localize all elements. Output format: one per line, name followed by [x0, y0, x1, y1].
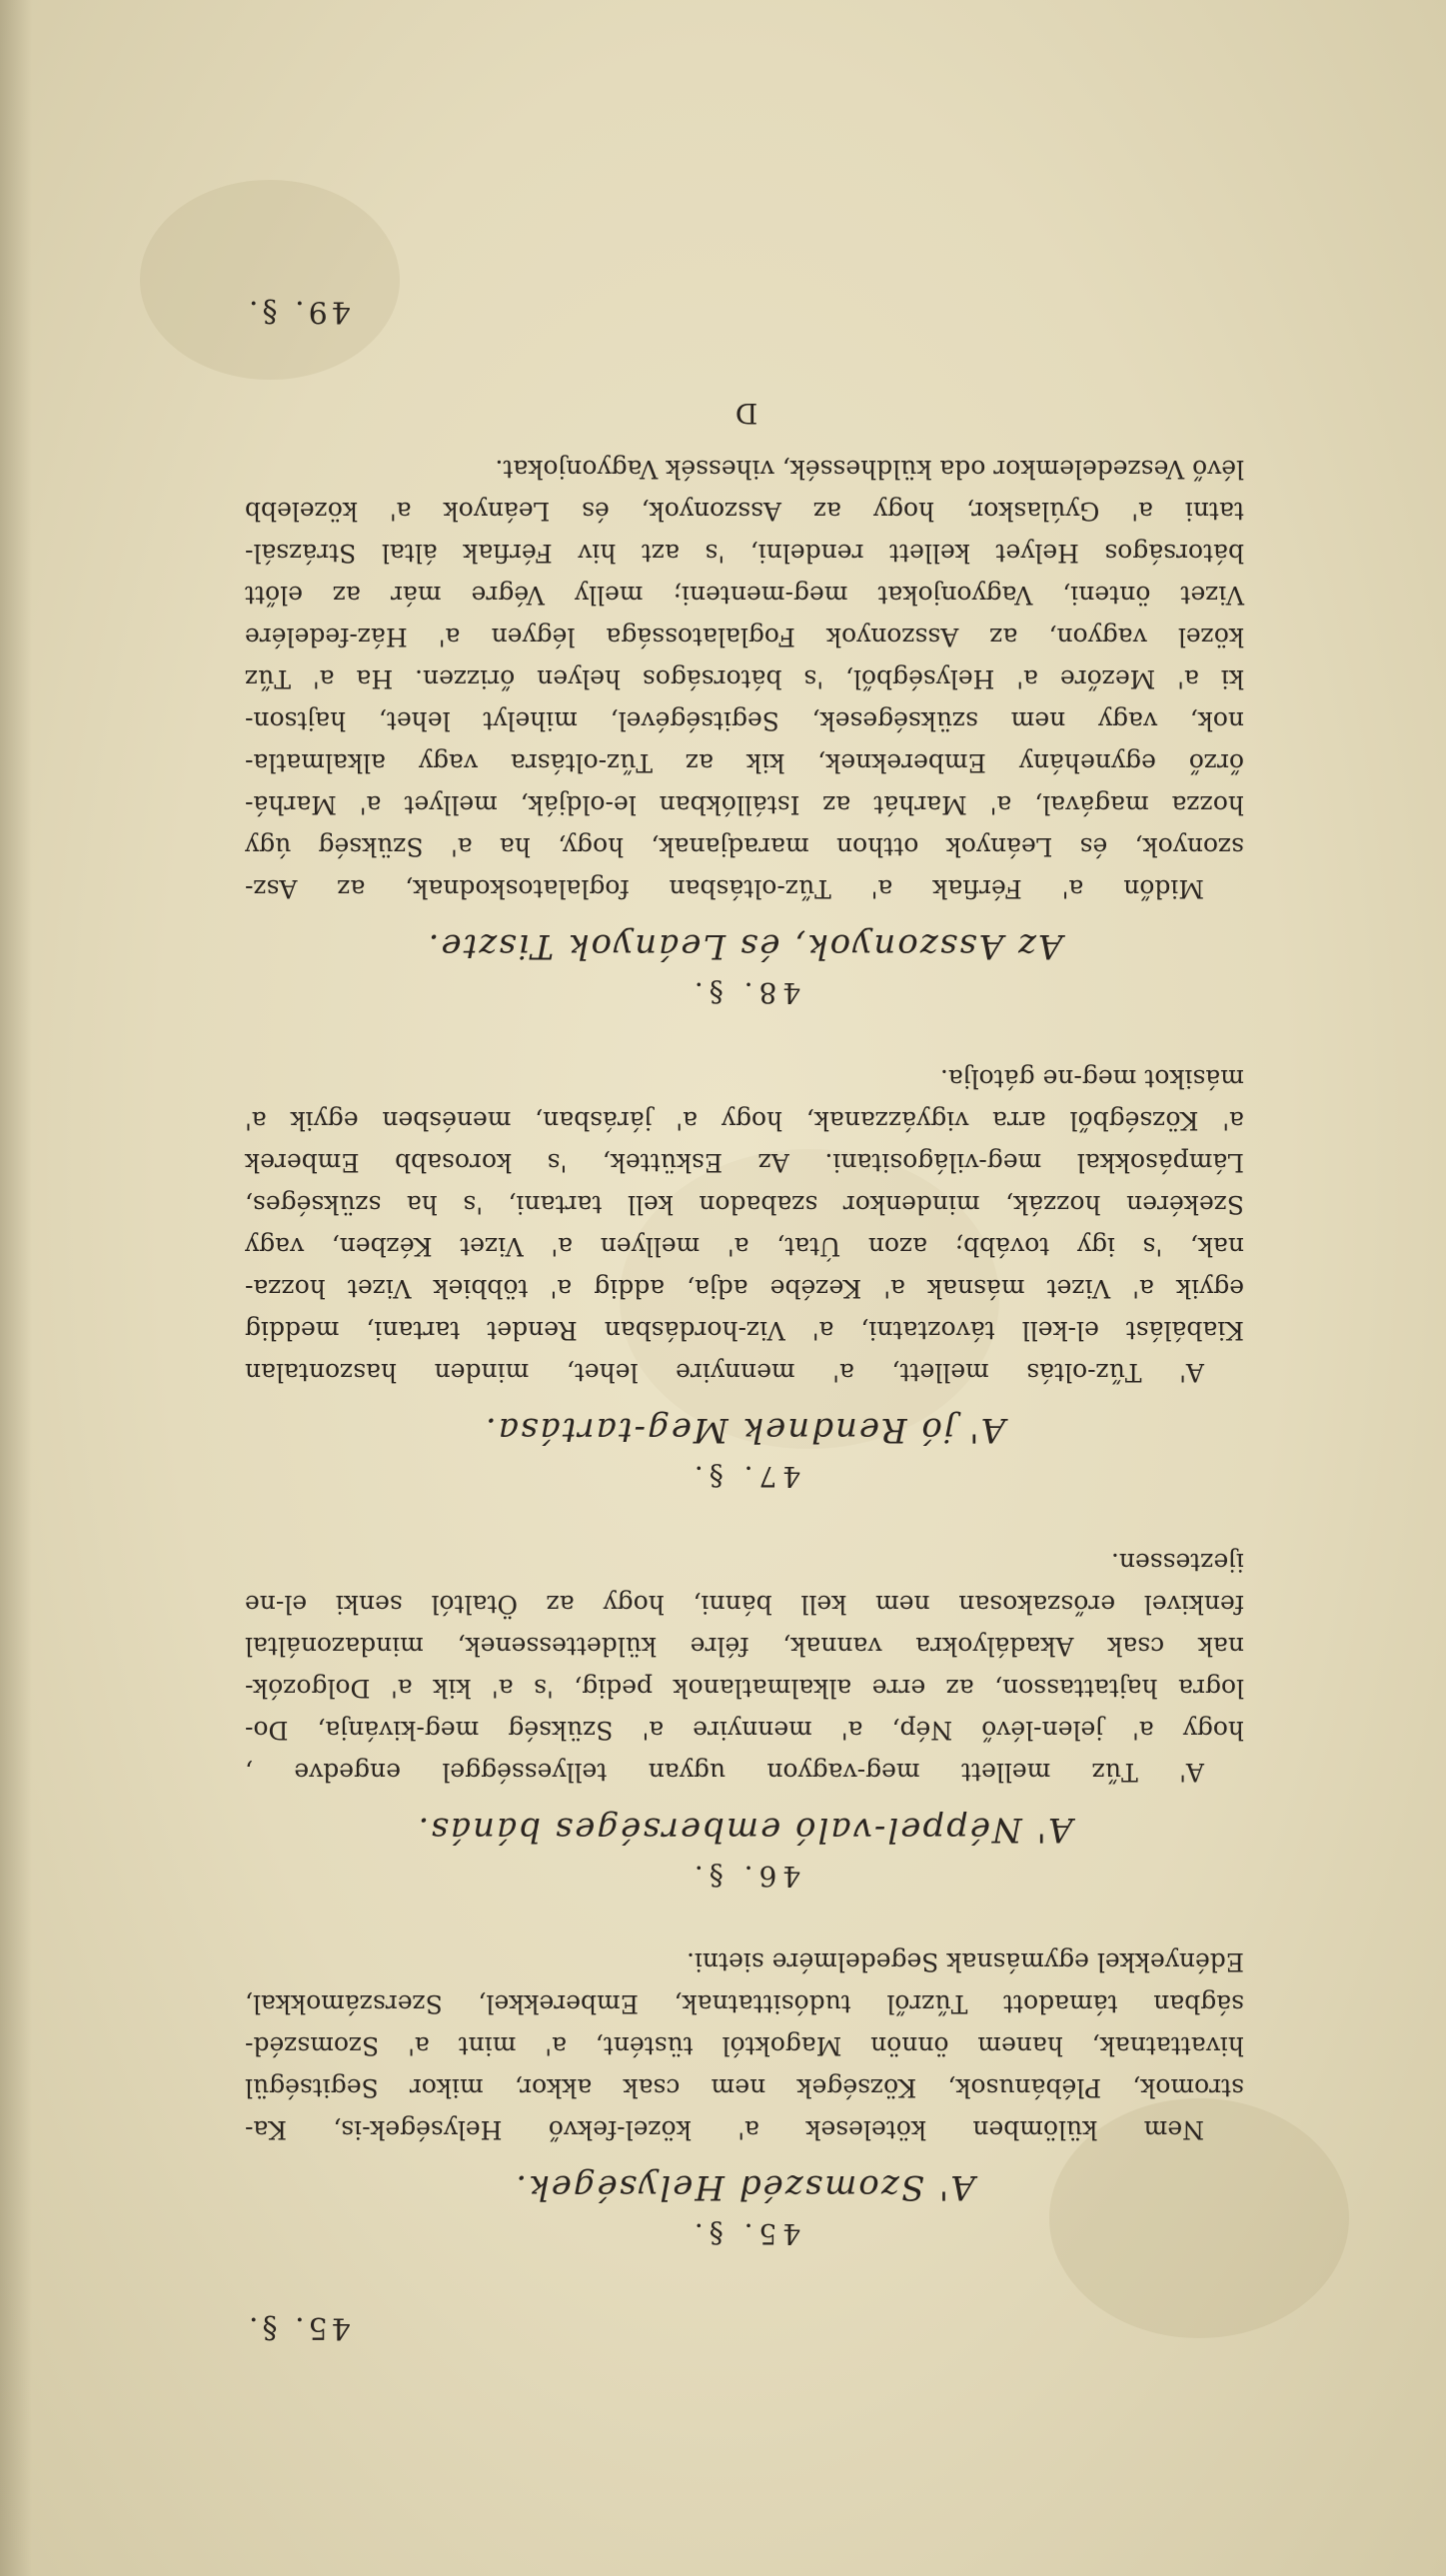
text-line: közel vagyon, az Asszonyok Foglalatossága légyen a' Ház-fedelére: [245, 623, 1244, 651]
signature-mark: D: [730, 397, 758, 430]
text-line: hozza magával, a' Marhát az Istállókban le-oldják, mellyet a' Marhá-: [245, 790, 1244, 819]
text-line: bátorságos Helyet kellett rendelni, 's azt hiv Férfiak által Strázsál-: [245, 539, 1244, 568]
section: [245, 448, 1244, 1013]
section-title: A' Szomszéd Helységek.: [514, 2167, 975, 2207]
text-line: Midőn a' Férfiak a' Tűz-oltásban foglalatoskodnak, az Asz-: [245, 874, 1204, 903]
text-line: tatni a' Gyúlaskor, hogy az Asszonyok, és Leányok a' közelebb: [245, 497, 1244, 526]
section-number: 47. §.: [688, 1460, 801, 1493]
text-line: Lámpásokkal meg-világositani. Az Esküttek, 's korosabb Emberek: [245, 1148, 1244, 1177]
text-line: szonyok, és Leányok otthon maradjanak, hogy, ha a' Szükség úgy: [245, 832, 1244, 861]
section: [245, 1940, 1244, 2254]
text-line: Edényekkel egymásnak Segedelmére sietni.: [687, 1947, 1244, 1976]
text-line: ki a' Mezőre a' Helységből, 's bátorságos helyen őrizzen. Ha a' Tűz: [245, 664, 1244, 693]
text-line: Kiabálást el-kell távoztatni, a' Viz-hordásban Rendet tartani, meddig: [245, 1316, 1244, 1345]
paragraph: [245, 1940, 1244, 2150]
text-line: hogy a' jelen-lévő Nép, a' mennyire a' Szükség meg-kivánja, Do-: [245, 1716, 1244, 1745]
paragraph: [245, 1541, 1244, 1793]
section-title: A' jó Rendnek Meg-tartása.: [483, 1410, 1006, 1450]
text-line: stromok, Plébánusok, Községek nem csak akkor, mikor Segitségül: [245, 2073, 1244, 2102]
catchwords: 49. §.: [245, 294, 351, 329]
text-line: ijeztessen.: [1110, 1548, 1244, 1577]
text-line: fenkivel erőszakosan nem kell bánni, hogy az Ötaltól senki el-ne: [245, 1590, 1244, 1619]
text-line: logra hajtattasson, az erre alkalmatlanok pedig, 's a' kik a' Dolgozók-: [245, 1674, 1244, 1703]
section: [245, 1541, 1244, 1897]
text-line: ságban támadott Tűzről tudósittatnak, Emberekkel, Szerszámokkal,: [245, 1989, 1244, 2018]
text-line: Szekéren hozzák, mindenkor szabadon kell tartani, 's ha szükséges,: [245, 1190, 1244, 1219]
section-number: 46. §.: [688, 1860, 801, 1893]
section-number: 45. §.: [688, 2217, 801, 2250]
text-line: nak csak Akadályokra vannak, félre küldettessenek, mindazonáltal: [245, 1632, 1244, 1661]
paragraph: [245, 448, 1244, 909]
section-title: Az Asszonyok, és Leányok Tiszte.: [426, 926, 1063, 966]
text-line: egyik a' Vizet másnak a' Kezébe adja, addig a' többiek Vizet hozza-: [245, 1274, 1244, 1303]
paragraph: [245, 1057, 1244, 1393]
text-line: nak, 's igy tovább; azon Útat, a' mellyen a' Vizet Kézben, vagy: [245, 1232, 1244, 1261]
text-line: másikot meg-ne gátolja.: [939, 1064, 1244, 1093]
text-line: őrző egynehány Embereknek, kik az Tűz-oltásra vagy alkalmatla-: [245, 748, 1244, 777]
text-line: hivattatnak, hanem önnön Magoktól tüstént, a' mint a' Szomszéd-: [245, 2031, 1244, 2060]
text-line: A' Tűz mellett meg-vagyon ugyan tellyességgel engedve ,: [245, 1758, 1204, 1787]
text-line: Vizet önteni, Vagyonjokat meg-menteni; melly Végre már az előtt: [245, 581, 1244, 610]
text-line: a' Községből arra vigyázzanak, hogy a' járásban, menésben egyik a': [245, 1106, 1244, 1135]
text-line: A' Tűz-oltás mellett, a' mennyire lehet, minden haszontalan: [245, 1358, 1204, 1387]
rotated-text-block: [245, 290, 1244, 2348]
text-line: nok, vagy nem szükségesek, Segitségével, mihelyt lehet, hajtson-: [245, 706, 1244, 735]
running-head: 45. §.: [245, 2310, 351, 2345]
text-line: Nem külömben kötelesek a' közel-fekvő Helységek-is, Ka-: [245, 2115, 1204, 2144]
section-title: A' Néppel-való emberséges bánás.: [416, 1810, 1073, 1850]
sections-container: [245, 448, 1244, 2254]
text-line: lévő Veszedelemkor oda küldhessék, vihessék Vagyonjokat.: [495, 455, 1244, 484]
section-number: 48. §.: [688, 976, 801, 1009]
section: [245, 1057, 1244, 1497]
